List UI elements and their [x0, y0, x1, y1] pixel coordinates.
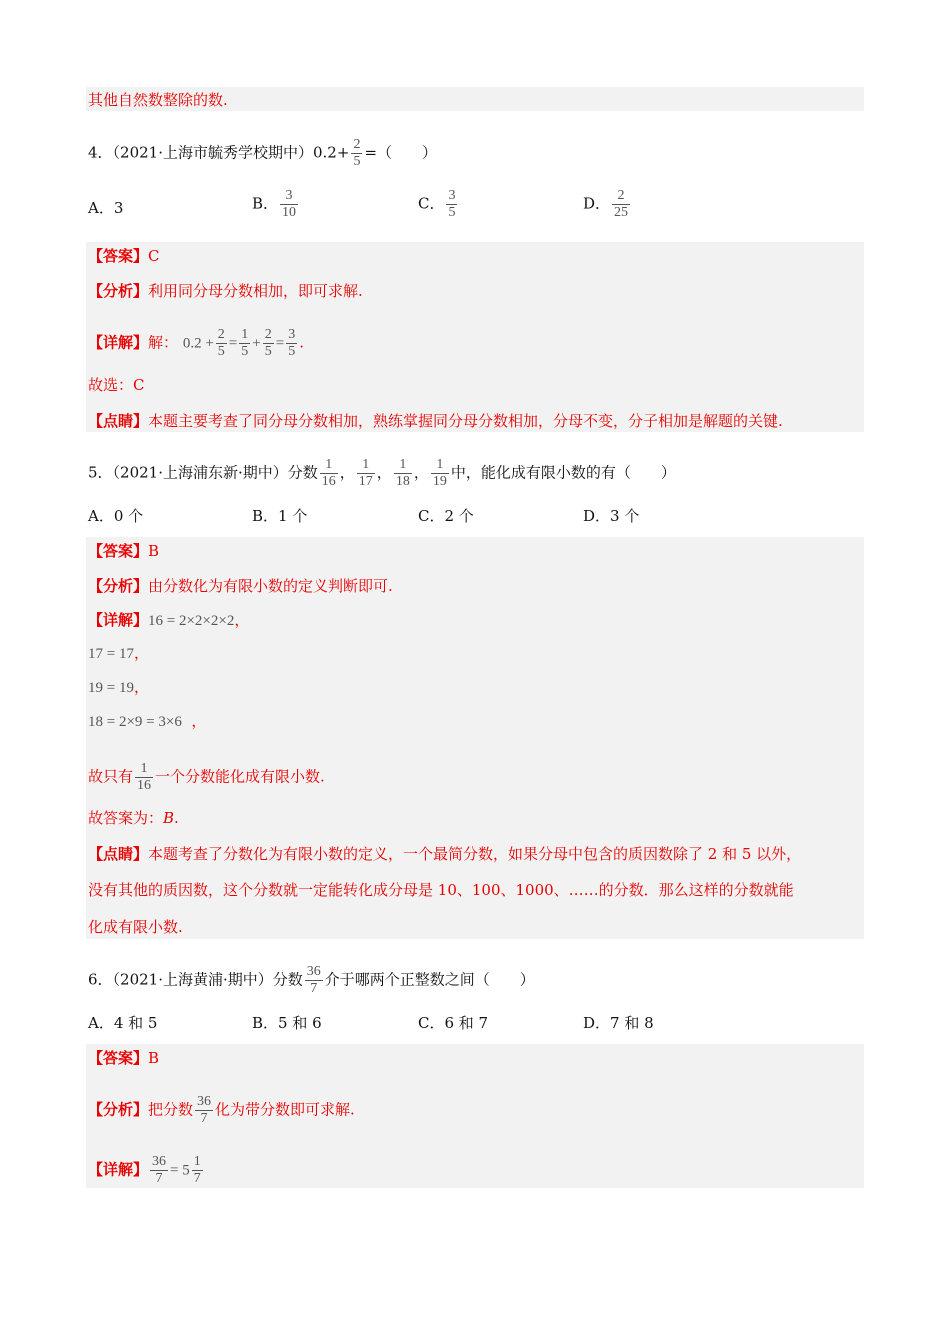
q4-option-d: D． $\frac{2}{25}$ — [583, 188, 629, 220]
q4-option-b: B． $\frac{3}{10}$ — [252, 188, 297, 220]
q4-fraction: $\frac{2}{5}$ — [353, 137, 361, 169]
q6-analysis: 【分析】把分数 $\frac{36}{7}$ 化为带分数即可求解. — [88, 1094, 355, 1126]
q6-option-a: A．4 和 5 — [88, 1014, 158, 1032]
q4-analysis: 【分析】利用同分母分数相加，即可求解. — [88, 282, 363, 300]
q5-detail-line-1: 【详解】16 = 2×2×2×2， — [88, 611, 250, 629]
q4-choice: 故选：C — [88, 376, 145, 394]
q4-comment: 【点睛】本题主要考查了同分母分数相加，熟练掌握同分母分数相加，分母不变，分子相加是解题的关键. — [88, 412, 783, 430]
q5-option-a: A．0 个 — [88, 507, 144, 525]
q6-stem: 6．（2021·上海黄浦·期中）分数 $\frac{36}{7}$ 介于哪两个正整数之间（ ） — [88, 964, 535, 996]
q6-answer: 【答案】B — [88, 1049, 160, 1067]
q5-option-c: C．2 个 — [418, 507, 474, 525]
q4-answer: 【答案】C — [88, 247, 160, 265]
q4-stem — [88, 137, 437, 170]
q5-only: 故只有 $\frac{1}{16}$ 一个分数能化成有限小数. — [88, 761, 325, 793]
q5-comment-line-2: 没有其他的质因数，这个分数就一定能转化成分母是 10、100、1000、……的分数．那么这样的分数就能 — [88, 881, 794, 899]
q5-stem: 5．（2021·上海浦东新·期中）分数 $\frac{1}{16}$ ， $\frac{1}{17}$ ， $\frac{1}{18}$ ， $\frac{1}{19}$ 中，能化成有限小数的有（ ） — [88, 457, 676, 489]
q5-solution-block — [86, 537, 864, 939]
carryover-text: 其他自然数整除的数. — [88, 91, 228, 109]
q5-option-b: B．1 个 — [252, 507, 308, 525]
q4-tail: =（ ） — [364, 143, 438, 162]
q5-comment-line-3: 化成有限小数. — [88, 918, 183, 936]
q5-detail-line-4: 18 = 2×9 = 3×6 ， — [88, 712, 207, 730]
q5-option-d: D．3 个 — [583, 507, 640, 525]
q4-option-a: A．3 — [88, 199, 124, 217]
q5-detail-line-3: 19 = 19， — [88, 678, 149, 696]
q6-option-b: B．5 和 6 — [252, 1014, 322, 1032]
q4-source: （2021·上海市毓秀学校期中） — [112, 143, 313, 162]
q6-detail: 【详解】 $\frac{36}{7}$ = 5 $\frac{1}{7}$ — [88, 1154, 201, 1186]
q5-analysis: 【分析】由分数化为有限小数的定义判断即可. — [88, 577, 393, 595]
q6-option-c: C．6 和 7 — [418, 1014, 489, 1032]
q5-comment-line-1: 【点睛】本题考查了分数化为有限小数的定义，一个最简分数，如果分母中包含的质因数除了 2 和 5 以外， — [88, 845, 802, 863]
q4-option-c: C． $\frac{3}{5}$ — [418, 188, 456, 220]
q6-option-d: D．7 和 8 — [583, 1014, 654, 1032]
q5-source: （2021·上海浦东新·期中） — [112, 463, 288, 482]
q4-detail: 【详解】解： 0.2 + $\frac{2}{5}$ = $\frac{1}{5}$ + $\frac{2}{5}$ = $\frac{3}{5}$ . — [88, 327, 304, 359]
q4-number: 4． — [88, 143, 113, 162]
q5-detail-line-2: 17 = 17， — [88, 644, 149, 662]
q5-final: 故答案为：B. — [88, 809, 179, 827]
q6-source: （2021·上海黄浦·期中） — [112, 970, 273, 989]
q4-expr: 0.2+ — [313, 143, 350, 162]
q5-answer: 【答案】B — [88, 542, 160, 560]
